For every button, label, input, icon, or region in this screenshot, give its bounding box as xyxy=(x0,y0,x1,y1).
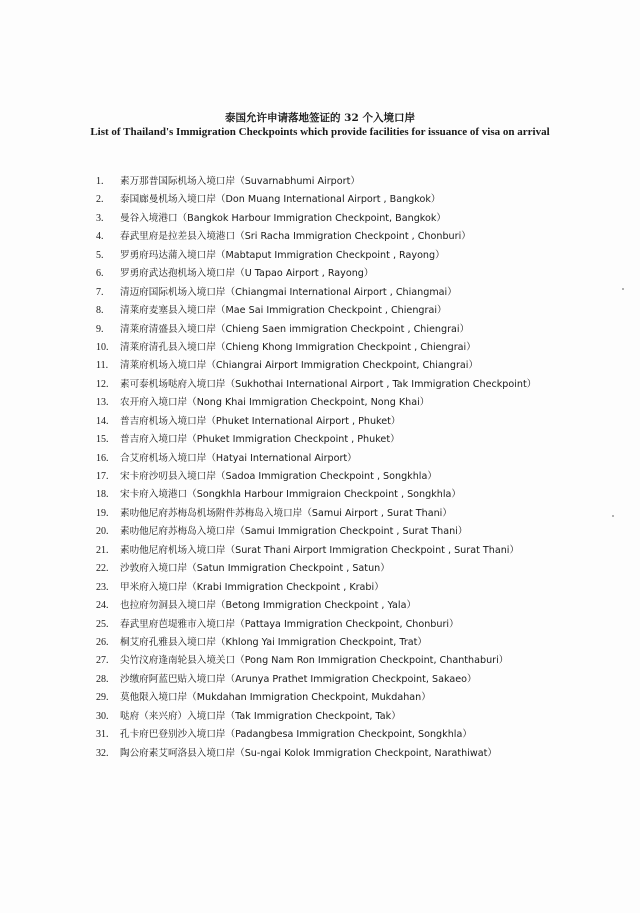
list-item xyxy=(96,228,616,246)
list-item-number: 17. xyxy=(96,471,109,482)
list-item xyxy=(96,560,616,578)
list-item xyxy=(96,468,616,486)
list-item-text: 宋卡府入境港口（Songkhla Harbour Immigraion Checkpoint , Songkhla） xyxy=(120,489,461,501)
list-item-number: 10. xyxy=(96,341,109,353)
list-item-text: 陶公府素艾呵洛县入境口岸（Su-ngai Kolok Immigration Checkpoint, Narathiwat） xyxy=(120,747,498,759)
list-item xyxy=(96,394,616,412)
list-item-number: 18. xyxy=(96,489,109,501)
list-item-number: 15. xyxy=(96,434,109,446)
list-item-number: 24. xyxy=(96,600,109,612)
page-title-english: List of Thailand's Immigration Checkpoints which provide facilities for issuance of visa on arrival xyxy=(90,126,550,138)
list-item-number: 26. xyxy=(96,636,109,648)
list-item-number: 30. xyxy=(96,710,109,722)
list-item-number: 23. xyxy=(96,581,109,593)
list-item-text: 清莱府麦塞县入境口岸（Mae Sai Immigration Checkpoint , Chiengrai） xyxy=(120,305,447,317)
list-item xyxy=(96,708,616,726)
list-item xyxy=(96,634,616,652)
list-item xyxy=(96,265,616,283)
list-item-text: 甲米府入境口岸（Krabi Immigration Checkpoint , Krabi） xyxy=(120,581,384,593)
list-item-text: 素叻他尼府机场入境口岸（Surat Thani Airport Immigration Checkpoint , Surat Thani） xyxy=(120,544,520,556)
list-item-number: 3. xyxy=(96,212,104,224)
list-item-text: 哒府（来兴府）入境口岸（Tak Immigration Checkpoint, Tak） xyxy=(120,710,401,722)
list-item-number: 1. xyxy=(96,176,104,187)
list-item xyxy=(96,413,616,431)
list-item-text: 春武里府是拉差县入境港口（Sri Racha Immigration Checkpoint , Chonburi） xyxy=(120,231,471,243)
scan-speck xyxy=(612,515,614,517)
list-item xyxy=(96,173,616,191)
list-item-text: 也拉府勿洞县入境口岸（Betong Immigration Checkpoint , Yala） xyxy=(120,600,417,612)
list-item-number: 5. xyxy=(96,249,104,261)
list-item-text: 清莱府清盛县入境口岸（Chieng Saen immigration Checkpoint , Chiengrai） xyxy=(120,323,470,335)
list-item xyxy=(96,505,616,523)
list-item xyxy=(96,339,616,357)
list-item xyxy=(96,652,616,670)
list-item-text: 孔卡府巴登别沙入境口岸（Padangbesa Immigration Checkpoint, Songkhla） xyxy=(120,729,472,741)
list-item xyxy=(96,671,616,689)
list-item-number: 7. xyxy=(96,286,104,298)
list-item-number: 8. xyxy=(96,305,104,317)
list-item-number: 12. xyxy=(96,378,109,390)
list-item-number: 31. xyxy=(96,729,109,741)
list-item xyxy=(96,689,616,707)
list-item xyxy=(96,247,616,265)
list-item xyxy=(96,302,616,320)
list-item-text: 普吉府机场入境口岸（Phuket International Airport , Phuket） xyxy=(120,415,401,427)
list-item xyxy=(96,357,616,375)
list-item-number: 6. xyxy=(96,268,104,280)
list-item xyxy=(96,431,616,449)
list-item-number: 20. xyxy=(96,526,109,538)
list-item-text: 沙缴府阿蓝巴贴入境口岸（Arunya Prathet Immigration Checkpoint, Sakaeo） xyxy=(120,673,477,685)
list-item-number: 16. xyxy=(96,452,109,464)
list-item xyxy=(96,616,616,634)
list-item-number: 14. xyxy=(96,415,109,427)
list-item-number: 27. xyxy=(96,655,109,667)
list-item-text: 宋卡府沙叨县入境口岸（Sadoa Immigration Checkpoint , Songkhla） xyxy=(120,471,437,482)
list-item-text: 素叻他尼府苏梅岛入境口岸（Samui Immigration Checkpoint , Surat Thani） xyxy=(120,526,468,538)
list-item xyxy=(96,542,616,560)
list-item-number: 2. xyxy=(96,194,104,206)
list-item-text: 泰国廊曼机场入境口岸（Don Muang International Airport , Bangkok） xyxy=(120,194,441,206)
list-item-text: 春武里府芭堤雅市入境口岸（Pattaya Immigration Checkpoint, Chonburi） xyxy=(120,618,459,630)
page-title-chinese: 泰国允许申请落地签证的 32 个入境口岸 xyxy=(225,112,415,124)
list-item-text: 沙敦府入境口岸（Satun Immigration Checkpoint , Satun） xyxy=(120,563,390,575)
list-item-text: 普吉府入境口岸（Phuket Immigration Checkpoint , Phuket） xyxy=(120,434,400,446)
list-item-number: 21. xyxy=(96,544,109,556)
list-item-text: 罗勇府玛达蒲入境口岸（Mabtaput Immigration Checkpoint , Rayong） xyxy=(120,249,445,261)
list-item xyxy=(96,745,616,763)
list-item xyxy=(96,321,616,339)
list-item-number: 11. xyxy=(96,360,109,372)
list-item xyxy=(96,210,616,228)
list-item-text: 农开府入境口岸（Nong Khai Immigration Checkpoint, Nong Khai） xyxy=(120,397,430,409)
list-item-text: 清莱府清孔县入境口岸（Chieng Khong Immigration Checkpoint , Chiengrai） xyxy=(120,341,476,353)
list-item-number: 19. xyxy=(96,507,109,519)
list-item-text: 合艾府机场入境口岸（Hatyai International Airport） xyxy=(120,452,357,464)
list-item-number: 29. xyxy=(96,692,109,704)
list-item-text: 尖竹汶府逢南轮县入境关口（Pong Nam Ron Immigration Checkpoint, Chanthaburi） xyxy=(120,655,509,667)
list-item-number: 25. xyxy=(96,618,109,630)
list-item-number: 28. xyxy=(96,673,109,685)
list-item xyxy=(96,486,616,504)
list-item xyxy=(96,376,616,394)
list-item-number: 4. xyxy=(96,231,104,243)
list-item-text: 曼谷入境港口（Bangkok Harbour Immigration Checkpoint, Bangkok） xyxy=(120,212,447,224)
list-item-text: 清迈府国际机场入境口岸（Chiangmai International Airport , Chiangmai） xyxy=(120,286,457,298)
list-item-number: 13. xyxy=(96,397,109,409)
list-item-text: 清莱府机场入境口岸（Chiangrai Airport Immigration Checkpoint, Chiangrai） xyxy=(120,360,479,372)
list-item xyxy=(96,597,616,615)
list-item xyxy=(96,726,616,744)
list-item-text: 素可泰机场哒府入境口岸（Sukhothai International Airport , Tak Immigration Checkpoint） xyxy=(120,378,537,390)
list-item-text: 桐艾府孔雅县入境口岸（Khlong Yai Immigration Checkpoint, Trat） xyxy=(120,636,428,648)
list-item-text: 莫他限入境口岸（Mukdahan Immigration Checkpoint, Mukdahan） xyxy=(120,692,431,704)
list-item xyxy=(96,284,616,302)
list-item-text: 素叻他尼府苏梅岛机场附件苏梅岛入境口岸（Samui Airport , Surat Thani） xyxy=(120,507,452,519)
list-item-text: 素万那普国际机场入境口岸（Suvarnabhumi Airport） xyxy=(120,176,360,187)
list-item xyxy=(96,523,616,541)
scan-speck xyxy=(622,288,624,290)
list-item xyxy=(96,191,616,209)
list-item-number: 22. xyxy=(96,563,109,575)
checkpoint-list xyxy=(96,173,616,763)
list-item xyxy=(96,450,616,468)
list-item-number: 9. xyxy=(96,323,104,335)
list-item-text: 罗勇府武达孢机场入境口岸（U Tapao Airport , Rayong） xyxy=(120,268,374,280)
list-item-number: 32. xyxy=(96,747,109,759)
list-item xyxy=(96,579,616,597)
